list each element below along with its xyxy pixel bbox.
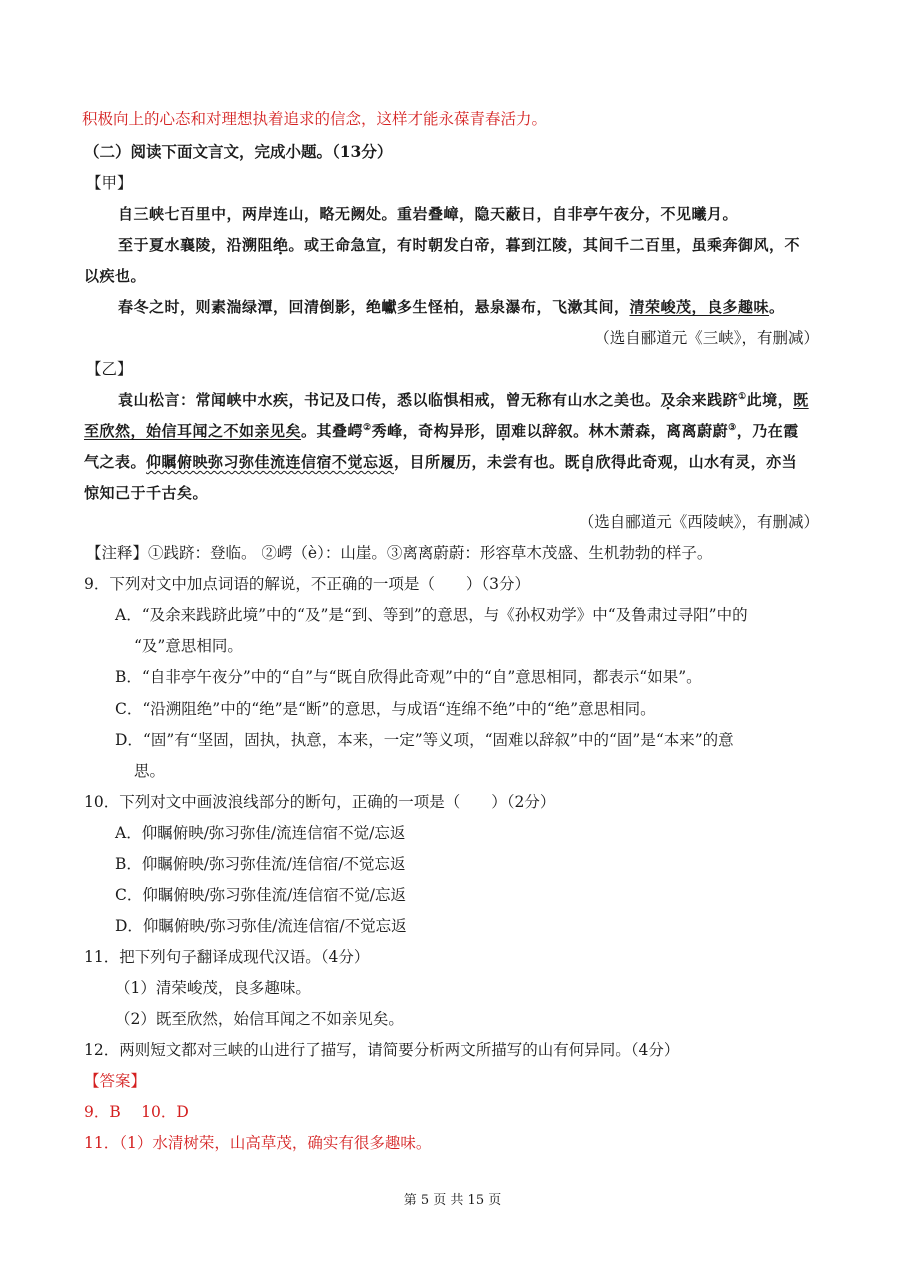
- text-segment: 。其叠崿: [301, 422, 364, 440]
- text-segment: ，乃在霞: [736, 422, 799, 440]
- passage-yi-line3: [84, 451, 797, 473]
- question-9-option-a: A．“及余来践跻此境”中的“及”是“到、等到”的意思，与《孙权劝学》中“及鲁肃过寻阳”中的: [115, 606, 748, 624]
- text-segment: ，目所履历，未尝有也。既: [394, 453, 581, 471]
- answer-label: 【答案】: [84, 1072, 147, 1090]
- question-10-option-b: B．仰瞩俯映/弥习弥佳流/连信宿/不觉忘返: [115, 855, 406, 873]
- underlined-sentence: 清荣峻茂，良多趣味: [629, 298, 770, 316]
- text-segment: 。或王命急宣，有时朝发白帝，暮到江陵，其间千二百里，虽乘奔御风，不: [288, 236, 801, 254]
- passage-yi-label: 【乙】: [86, 360, 133, 378]
- text-segment: 欣得此奇观，山水有灵，亦当: [595, 453, 798, 471]
- question-10-option-c: C．仰瞩俯映/弥习弥佳流/连信宿不觉/忘返: [115, 886, 407, 904]
- question-9-option-c: C．“沿溯阻绝”中的“绝”是“断”的意思，与成语“连绵不绝”中的“绝”意思相同。: [115, 700, 656, 718]
- question-10-option-d: D．仰瞩俯映/弥习弥佳/流连信宿/不觉忘返: [115, 917, 407, 935]
- question-9-option-d: D．“固”有“坚固，固执，执意，本来，一定”等义项，“固难以辞叙”中的“固”是“本来”的意: [115, 731, 734, 749]
- question-10-stem: 10．下列对文中画波浪线部分的断句，正确的一项是（ ）（2分）: [84, 793, 556, 811]
- question-11-stem: 11．把下列句子翻译成现代汉语。（4分）: [84, 948, 370, 966]
- dotted-word: 及: [660, 391, 677, 409]
- text-segment: 难以辞叙。林木萧森，离离蔚蔚: [511, 422, 729, 440]
- footnote-mark: ①: [738, 392, 747, 402]
- underlined-sentence: 至欣然，始信耳闻之不如亲见矣: [84, 422, 302, 440]
- passage-jia-p1: 自三峡七百里中，两岸连山，略无阙处。重岩叠嶂，隐天蔽日，自非亭午夜分，不见曦月。: [118, 205, 739, 223]
- passage-yi-source: （选自郦道元《西陵峡》，有删减）: [578, 513, 819, 531]
- passage-jia-p3: [118, 296, 785, 318]
- passage-yi-line1: [118, 389, 809, 411]
- passage-jia-label: 【甲】: [86, 174, 133, 192]
- passage-yi-line4: 惊知己于千古矣。: [84, 484, 209, 502]
- question-9-option-a-cont: “及”意思相同。: [134, 637, 243, 655]
- answer-continuation: 积极向上的心态和对理想执着追求的信念，这样才能永葆青春活力。: [82, 110, 548, 128]
- passage-jia-p2-cont: 以疾也。: [84, 267, 147, 285]
- passage-jia-source: （选自郦道元《三峡》，有删减）: [594, 329, 819, 347]
- question-12-stem: 12．两则短文都对三峡的山进行了描写，请简要分析两文所描写的山有何异同。（4分）: [84, 1041, 680, 1059]
- page-footer: 第 5 页 共 15 页: [403, 1193, 502, 1208]
- question-10-option-a: A．仰瞩俯映/弥习弥佳/流连信宿不觉/忘返: [115, 824, 406, 842]
- text-segment: 春冬之时，则素湍绿潭，回清倒影，绝巘多生怪柏，悬泉瀑布，飞漱其间，: [118, 298, 630, 316]
- wavy-underlined-sentence: 仰瞩俯映弥习弥佳流连信宿不觉忘返: [146, 453, 395, 471]
- text-segment: 余来践跻: [676, 391, 739, 409]
- underlined-sentence: 既: [793, 391, 809, 409]
- text-segment: 至于夏水襄陵，沿溯阻: [118, 236, 274, 254]
- annotations: 【注释】①践跻：登临。 ②崿（è）：山崖。③离离蔚蔚：形容草木茂盛、生机勃勃的样子。: [86, 544, 713, 562]
- text-segment: 。: [769, 298, 785, 316]
- text-segment: 气之表。: [84, 453, 147, 471]
- dotted-word: 固: [495, 422, 512, 440]
- text-segment: 此境，: [746, 391, 794, 409]
- passage-jia-p2: [118, 234, 800, 256]
- question-9-option-b: B．“自非亭午夜分”中的“自”与“既自欣得此奇观”中的“自”意思相同，都表示“如果”。: [115, 668, 702, 686]
- answer-line-2: 11．（1）水清树荣，山高草茂，确实有很多趣味。: [84, 1134, 432, 1152]
- question-11-sentence-1: （1）清荣峻茂，良多趣味。: [115, 979, 311, 997]
- dotted-word: 绝: [273, 236, 289, 254]
- answer-line-1: 9．B 10．D: [84, 1103, 189, 1121]
- text-segment: 袁山松言：常闻峡中水疾，书记及口传，悉以临惧相戒，曾无称有山水之美也。: [118, 391, 661, 409]
- question-11-sentence-2: （2）既至欣然，始信耳闻之不如亲见矣。: [115, 1010, 404, 1028]
- dotted-word: 自: [580, 453, 596, 471]
- question-9-stem: 9．下列对文中加点词语的解说，不正确的一项是（ ）（3分）: [84, 575, 530, 593]
- question-9-option-d-cont: 思。: [134, 762, 166, 780]
- passage-yi-line2: [84, 420, 799, 442]
- footnote-mark: ②: [363, 423, 372, 433]
- text-segment: 秀峰，奇构异形，: [371, 422, 496, 440]
- footnote-mark: ③: [728, 423, 737, 433]
- section-heading: （二）阅读下面文言文，完成小题。（13分）: [84, 142, 393, 161]
